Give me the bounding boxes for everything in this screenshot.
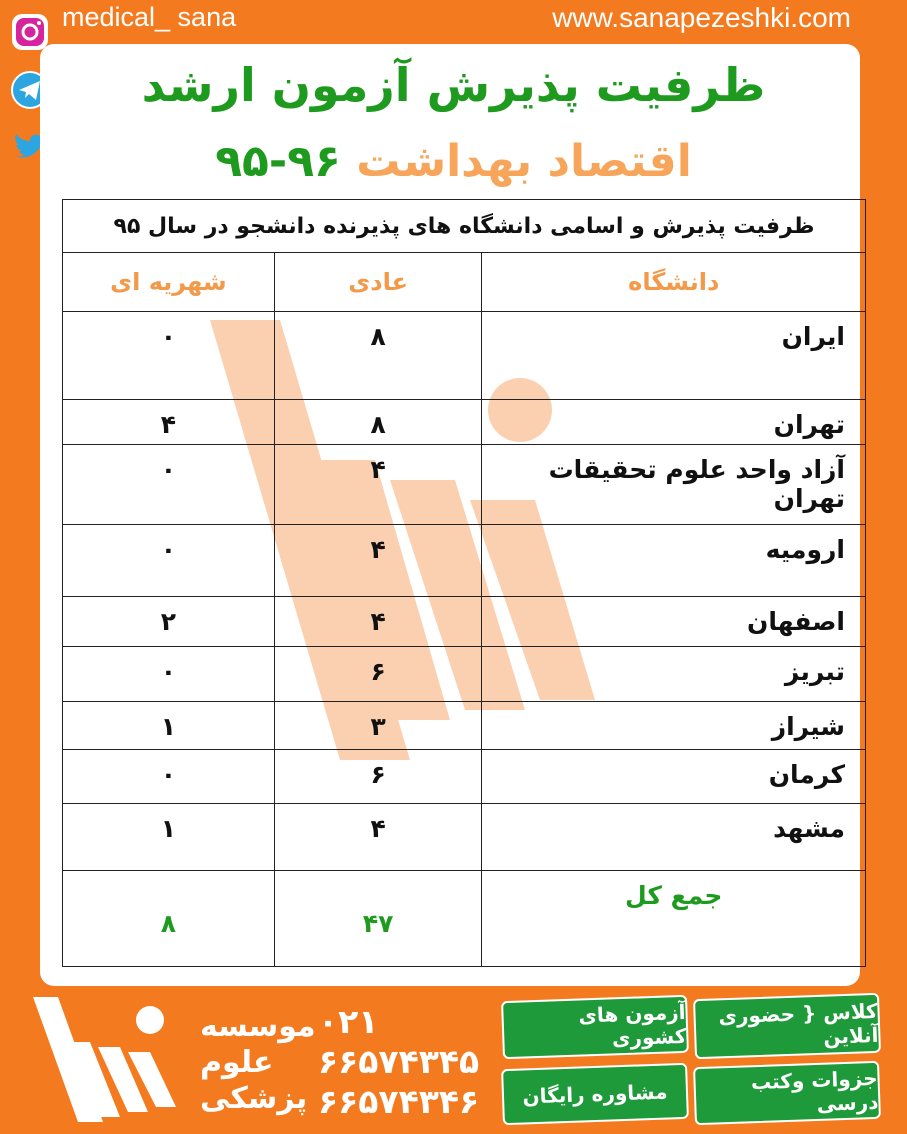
university-name: کرمان xyxy=(482,750,866,804)
phone-2[interactable]: ۶۶۵۷۴۳۴۶ xyxy=(318,1082,480,1121)
total-tuition: ۸ xyxy=(63,871,275,967)
phone-numbers xyxy=(318,1002,479,1122)
regular-count: ۴ xyxy=(274,804,482,871)
phone-1[interactable]: ۶۶۵۷۴۳۴۵ xyxy=(318,1042,480,1081)
regular-count: ۴ xyxy=(274,597,482,647)
university-name: شیراز xyxy=(482,702,866,750)
top-bar xyxy=(0,0,907,44)
table-row xyxy=(63,597,866,647)
regular-count: ۸ xyxy=(274,312,482,400)
table-row xyxy=(63,445,866,525)
header-university: دانشگاه xyxy=(482,253,866,312)
tuition-count: ۰ xyxy=(63,445,275,525)
university-name: ایران xyxy=(482,312,866,400)
regular-count: ۳ xyxy=(274,702,482,750)
admission-table xyxy=(62,199,866,967)
table-row xyxy=(63,312,866,400)
regular-count: ۶ xyxy=(274,647,482,702)
website-link[interactable]: www.sanapezeshki.com xyxy=(552,2,851,33)
total-row xyxy=(63,871,866,967)
tuition-count: ۰ xyxy=(63,750,275,804)
table-row xyxy=(63,647,866,702)
badge-consult[interactable]: مشاوره رایگان xyxy=(501,1063,689,1125)
institute-line: پزشکی xyxy=(200,1080,308,1116)
tuition-count: ۲ xyxy=(63,597,275,647)
table-row xyxy=(63,750,866,804)
header-regular: عادی xyxy=(274,253,482,312)
social-handle[interactable]: medical_ sana xyxy=(62,2,237,32)
university-name: تهران xyxy=(482,400,866,445)
badge-exams[interactable]: آزمون های کشوری xyxy=(501,995,689,1059)
table-row xyxy=(63,804,866,871)
regular-count: ۴ xyxy=(274,525,482,597)
institute-line: علوم xyxy=(200,1044,274,1080)
badge-books[interactable]: جزوات وکتب درسی xyxy=(693,1061,881,1125)
total-label: جمع کل xyxy=(482,871,866,967)
university-name: تبریز xyxy=(482,647,866,702)
regular-count: ۴ xyxy=(274,445,482,525)
badge-classes[interactable]: کلاس { حضوری آنلاین xyxy=(693,993,881,1059)
table-row xyxy=(63,525,866,597)
regular-count: ۸ xyxy=(274,400,482,445)
tuition-count: ۱ xyxy=(63,702,275,750)
tuition-count: ۰ xyxy=(63,312,275,400)
phone-prefix: ۰۲۱ xyxy=(318,1002,379,1041)
tuition-count: ۴ xyxy=(63,400,275,445)
university-name: ارومیه xyxy=(482,525,866,597)
table-caption: ظرفیت پذیرش و اسامی دانشگاه های پذیرنده دانشجو در سال ۹۵ xyxy=(63,200,866,253)
university-name: اصفهان xyxy=(482,597,866,647)
page-title: ظرفیت پذیرش آزمون ارشد xyxy=(141,58,766,112)
page-subtitle xyxy=(0,136,907,187)
regular-count: ۶ xyxy=(274,750,482,804)
university-name: آزاد واحد علوم تحقیقات تهران xyxy=(482,445,866,525)
field-name: اقتصاد بهداشت xyxy=(356,136,692,187)
table-row xyxy=(63,400,866,445)
table-row xyxy=(63,702,866,750)
tuition-count: ۰ xyxy=(63,647,275,702)
header-tuition: شهریه ای xyxy=(63,253,275,312)
tuition-count: ۱ xyxy=(63,804,275,871)
tuition-count: ۰ xyxy=(63,525,275,597)
university-name: مشهد xyxy=(482,804,866,871)
years: ۹۶-۹۵ xyxy=(215,136,341,187)
institute-logo xyxy=(28,992,198,1127)
total-regular: ۴۷ xyxy=(274,871,482,967)
institute-line: موسسه xyxy=(200,1008,316,1044)
